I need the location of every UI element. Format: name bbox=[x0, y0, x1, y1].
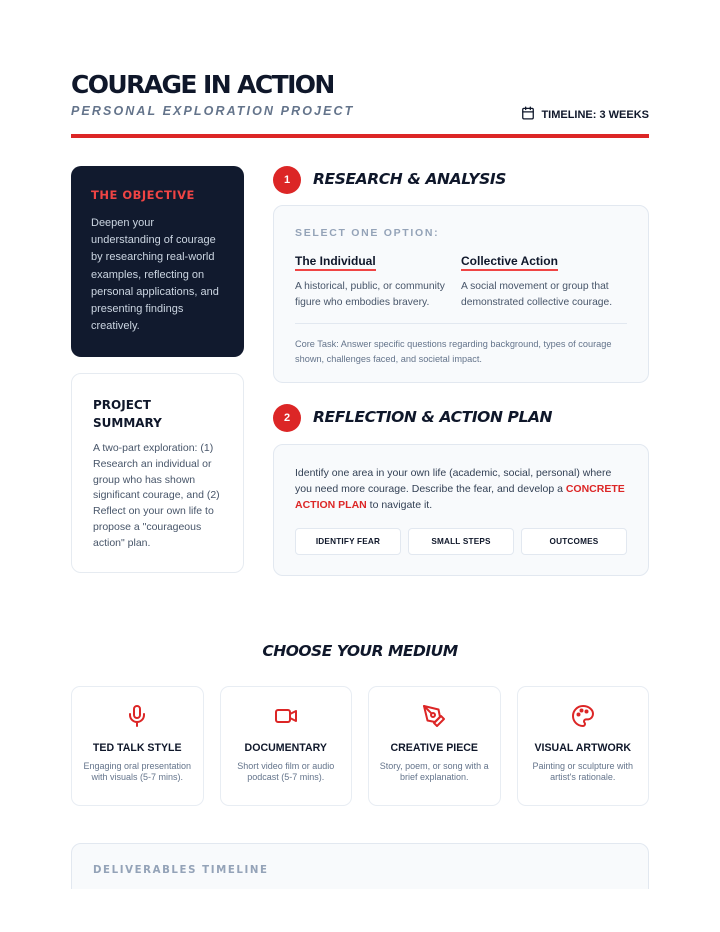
project-summary-card bbox=[71, 373, 244, 573]
chip-identify-fear: IDENTIFY FEAR bbox=[295, 528, 401, 555]
research-card bbox=[273, 205, 649, 383]
medium-title: CREATIVE PIECE bbox=[390, 742, 478, 754]
choose-medium-heading: CHOOSE YOUR MEDIUM bbox=[262, 642, 458, 660]
microphone-icon bbox=[125, 715, 149, 732]
concrete-action-plan-highlight: CONCRETE ACTION PLAN bbox=[295, 483, 625, 511]
step-1-title: RESEARCH & ANALYSIS bbox=[313, 170, 507, 188]
option-title: The Individual bbox=[295, 254, 376, 271]
medium-documentary bbox=[220, 686, 353, 806]
option-collective-action bbox=[461, 252, 627, 310]
summary-heading: PROJECT SUMMARY bbox=[93, 398, 162, 430]
medium-text: Story, poem, or song with a brief explanation. bbox=[379, 761, 489, 782]
palette-icon bbox=[571, 715, 595, 732]
objective-card bbox=[71, 166, 244, 357]
objective-text: Deepen your understanding of courage by researching real-world examples, reflecting on personal applications, and presenting findings creatively. bbox=[91, 217, 219, 333]
medium-title: VISUAL ARTWORK bbox=[534, 742, 632, 754]
step-2-title: REFLECTION & ACTION PLAN bbox=[313, 408, 553, 426]
medium-options bbox=[71, 686, 649, 806]
page-bottom-mask bbox=[0, 889, 720, 932]
page-title: COURAGE IN ACTION bbox=[71, 70, 334, 99]
medium-text: Short video film or audio podcast (5-7 mins). bbox=[237, 761, 335, 782]
objective-heading: THE OBJECTIVE bbox=[91, 188, 195, 202]
calendar-icon bbox=[521, 106, 535, 123]
select-option-label: SELECT ONE OPTION: bbox=[295, 227, 440, 239]
reflection-text-end: to navigate it. bbox=[366, 499, 433, 511]
reflection-text: Identify one area in your own life (academic, social, personal) where you need more courage. Describe the fear, and develop a bbox=[295, 467, 612, 495]
chip-outcomes: OUTCOMES bbox=[521, 528, 627, 555]
page-subtitle: PERSONAL EXPLORATION PROJECT bbox=[71, 104, 355, 118]
video-camera-icon bbox=[274, 715, 298, 732]
pen-nib-icon bbox=[422, 715, 446, 732]
option-text: A historical, public, or community figure who embodies bravery. bbox=[295, 281, 445, 308]
chip-small-steps: SMALL STEPS bbox=[408, 528, 514, 555]
medium-creative-piece bbox=[368, 686, 501, 806]
step-1-badge: 1 bbox=[273, 166, 301, 194]
summary-text: A two-part exploration: (1) Research an individual or group who has shown significant courage, and (2) Reflect on your own life to propose a "courageous action" plan. bbox=[93, 442, 220, 549]
medium-text: Painting or sculpture with artist's rationale. bbox=[532, 761, 634, 782]
medium-visual-artwork bbox=[517, 686, 650, 806]
step-2-badge: 2 bbox=[273, 404, 301, 432]
timeline-badge bbox=[521, 106, 649, 123]
option-individual bbox=[295, 252, 461, 310]
option-text: A social movement or group that demonstrated collective courage. bbox=[461, 281, 613, 308]
reflection-card bbox=[273, 444, 649, 576]
deliverables-heading: DELIVERABLES TIMELINE bbox=[93, 865, 269, 876]
medium-text: Engaging oral presentation with visuals (5-7 mins). bbox=[83, 761, 192, 782]
medium-ted-talk bbox=[71, 686, 204, 806]
medium-title: TED TALK STYLE bbox=[92, 742, 182, 754]
reflection-description bbox=[295, 465, 627, 513]
action-steps bbox=[295, 528, 627, 555]
page-header bbox=[71, 70, 649, 138]
core-task: Core Task: Answer specific questions regarding background, types of courage shown, challenges faced, and societal impact. bbox=[295, 323, 627, 366]
option-title: Collective Action bbox=[461, 254, 558, 271]
timeline-label: TIMELINE: 3 WEEKS bbox=[541, 108, 649, 121]
medium-title: DOCUMENTARY bbox=[244, 742, 327, 754]
